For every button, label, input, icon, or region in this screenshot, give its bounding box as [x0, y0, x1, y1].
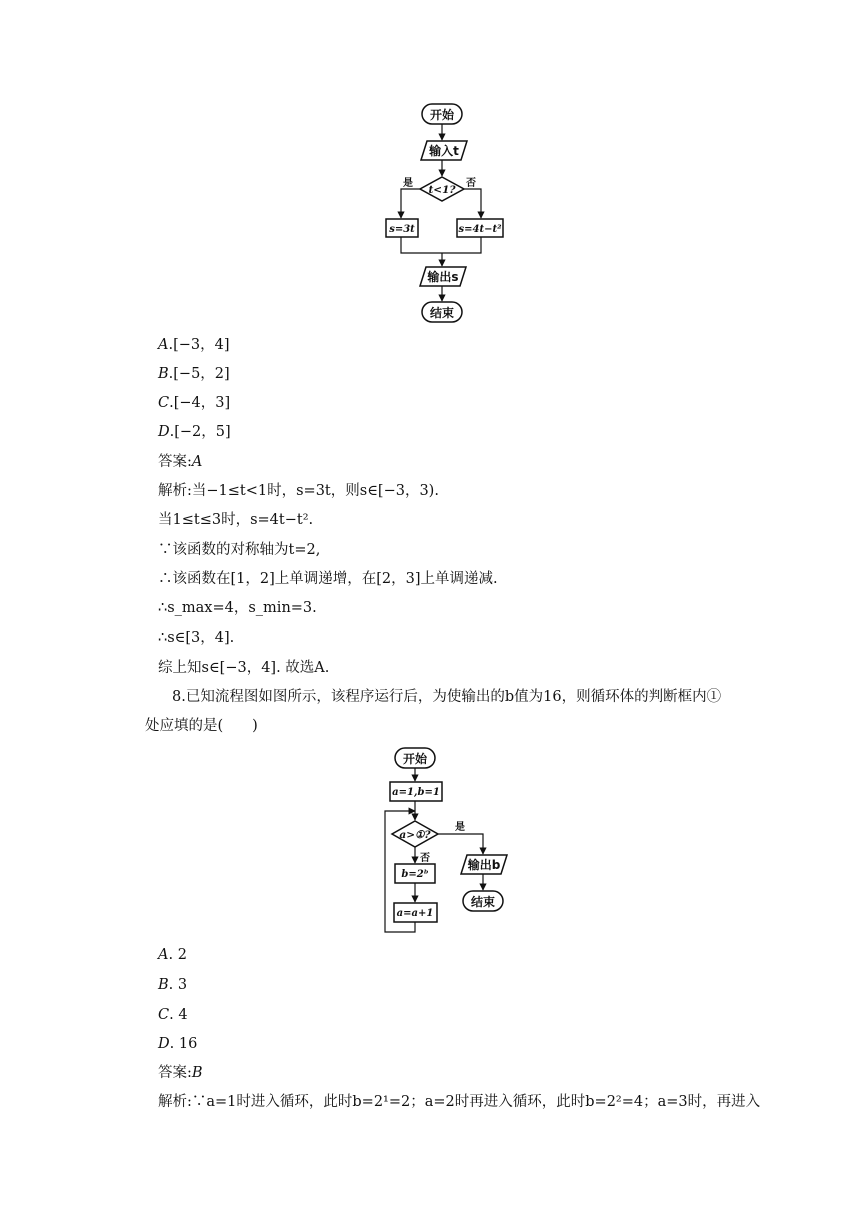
left-process-label: s=3t: [389, 224, 415, 235]
flowchart-1: [380, 98, 520, 330]
condition-label: t<1?: [428, 184, 456, 196]
answer-label: 答案:: [158, 454, 192, 470]
right-process-label: s=4t−t²: [458, 224, 502, 235]
option-c-text: .[−4，3]: [169, 395, 231, 411]
output-label: 输出b: [467, 858, 501, 872]
increment-label: a=a+1: [396, 908, 434, 919]
option-a-text: . 2: [168, 947, 187, 963]
init-label: a=1,b=1: [392, 787, 440, 798]
option-b: [158, 364, 230, 384]
yes-label: 是: [403, 178, 413, 189]
option-d-letter: D: [158, 1036, 170, 1052]
option-d-text: . 16: [169, 1036, 198, 1052]
option-a: [158, 945, 187, 965]
answer-line: [158, 452, 202, 472]
question-8-line-2: 处应填的是( ): [145, 718, 258, 734]
start-label: 开始: [429, 108, 455, 122]
output-label: 输出s: [427, 270, 459, 284]
input-label: 输入t: [429, 144, 459, 158]
analysis-line: 解析:∵a=1时进入循环，此时b=2¹=2；a=2时再进入循环，此时b=2²=4；a=3时，再进入: [158, 1094, 761, 1110]
option-b-text: . 3: [168, 977, 188, 993]
question-8-line-1: 8.已知流程图如图所示，该程序运行后，为使输出的b值为16，则循环体的判断框内①: [172, 689, 722, 705]
yes-label: 是: [455, 822, 465, 833]
option-d-letter: D: [158, 424, 170, 440]
flowchart-2: [380, 744, 530, 940]
analysis-line: ∴该函数在[1，2]上单调递增，在[2，3]上单调递减.: [158, 571, 498, 587]
option-b-letter: B: [158, 977, 169, 993]
option-a-letter: A: [158, 947, 169, 963]
answer-value: B: [191, 1065, 203, 1081]
option-d-text: .[−2，5]: [169, 424, 231, 440]
option-c: [158, 1005, 188, 1025]
no-label: 否: [466, 178, 476, 189]
analysis-line: ∴s∈[3，4].: [158, 630, 235, 646]
assign-b-label: b=2ᵇ: [401, 869, 429, 880]
option-b-letter: B: [158, 366, 169, 382]
analysis-line: 综上知s∈[−3，4]. 故选A.: [158, 660, 330, 676]
option-c-letter: C: [158, 1007, 170, 1023]
no-label: 否: [420, 853, 430, 864]
option-d: [158, 1034, 197, 1054]
answer-line: [158, 1063, 203, 1083]
analysis-line: 解析:当−1≤t<1时，s=3t，则s∈[−3，3).: [158, 483, 439, 499]
end-label: 结束: [470, 895, 496, 909]
option-c: [158, 393, 230, 413]
start-label: 开始: [402, 752, 428, 766]
analysis-line: ∴s_max=4，s_min=3.: [158, 600, 317, 616]
option-d: [158, 422, 231, 442]
option-c-letter: C: [158, 395, 170, 411]
option-a-letter: A: [158, 337, 169, 353]
answer-label: 答案:: [158, 1065, 192, 1081]
option-c-text: . 4: [169, 1007, 188, 1023]
end-label: 结束: [429, 306, 455, 320]
option-a: [158, 335, 230, 355]
analysis-line: ∵该函数的对称轴为t=2,: [158, 542, 321, 558]
option-b: [158, 975, 187, 995]
option-a-text: .[−3，4]: [168, 337, 230, 353]
answer-value: A: [191, 454, 203, 470]
analysis-line: 当1≤t≤3时，s=4t−t².: [158, 512, 314, 528]
option-b-text: .[−5，2]: [168, 366, 230, 382]
condition-label: a>①?: [399, 829, 431, 841]
